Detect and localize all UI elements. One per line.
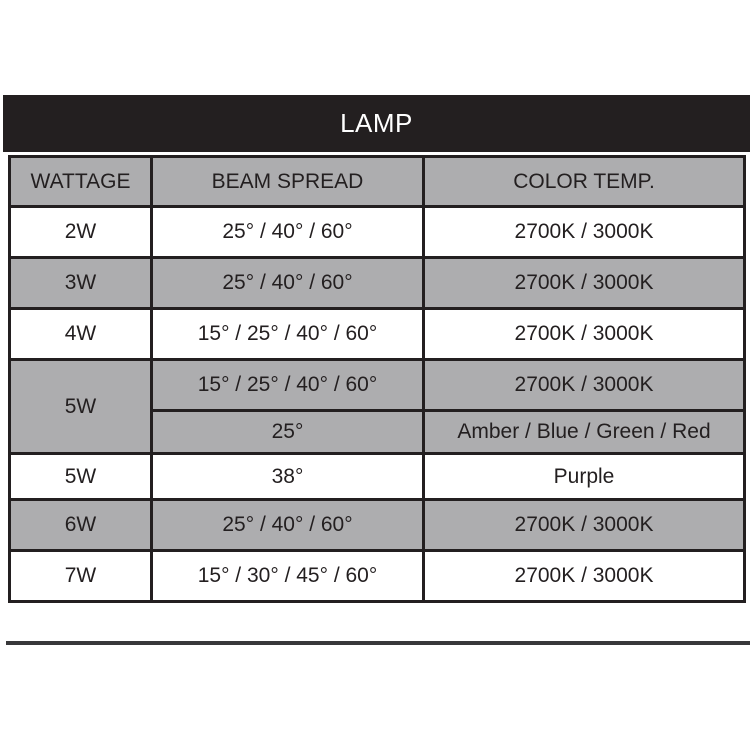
table-row-5w-group — [10, 360, 745, 411]
color-temp-cell: Amber / Blue / Green / Red — [424, 411, 745, 454]
table-row-4w — [10, 309, 745, 360]
col-header-color-temp: COLOR TEMP. — [424, 157, 745, 207]
beam-spread-cell: 15° / 25° / 40° / 60° — [152, 309, 424, 360]
wattage-cell: 4W — [10, 309, 152, 360]
lamp-title-bar — [3, 95, 750, 152]
beam-spread-cell: 15° / 30° / 45° / 60° — [152, 551, 424, 602]
wattage-cell: 6W — [10, 500, 152, 551]
wattage-cell: 5W — [10, 454, 152, 500]
table-row-2w — [10, 207, 745, 258]
wattage-cell: 7W — [10, 551, 152, 602]
col-header-wattage: WATTAGE — [10, 157, 152, 207]
col-header-beam-spread: BEAM SPREAD — [152, 157, 424, 207]
color-temp-cell: 2700K / 3000K — [424, 500, 745, 551]
beam-spread-cell: 38° — [152, 454, 424, 500]
beam-spread-cell: 25° / 40° / 60° — [152, 258, 424, 309]
lamp-spec-table — [8, 155, 746, 603]
table-row-5w-purple — [10, 454, 745, 500]
beam-spread-cell: 25° / 40° / 60° — [152, 500, 424, 551]
table-row-3w — [10, 258, 745, 309]
color-temp-cell: Purple — [424, 454, 745, 500]
bottom-rule-divider — [6, 641, 750, 645]
beam-spread-cell: 25° — [152, 411, 424, 454]
table-row-6w — [10, 500, 745, 551]
beam-spread-cell: 15° / 25° / 40° / 60° — [152, 360, 424, 411]
color-temp-cell: 2700K / 3000K — [424, 309, 745, 360]
table-row-7w — [10, 551, 745, 602]
color-temp-cell: 2700K / 3000K — [424, 258, 745, 309]
color-temp-cell: 2700K / 3000K — [424, 360, 745, 411]
wattage-cell: 2W — [10, 207, 152, 258]
lamp-title: LAMP — [340, 108, 413, 138]
wattage-cell-5w-span: 5W — [10, 360, 152, 454]
color-temp-cell: 2700K / 3000K — [424, 207, 745, 258]
wattage-cell: 3W — [10, 258, 152, 309]
beam-spread-cell: 25° / 40° / 60° — [152, 207, 424, 258]
color-temp-cell: 2700K / 3000K — [424, 551, 745, 602]
header-row — [10, 157, 745, 207]
